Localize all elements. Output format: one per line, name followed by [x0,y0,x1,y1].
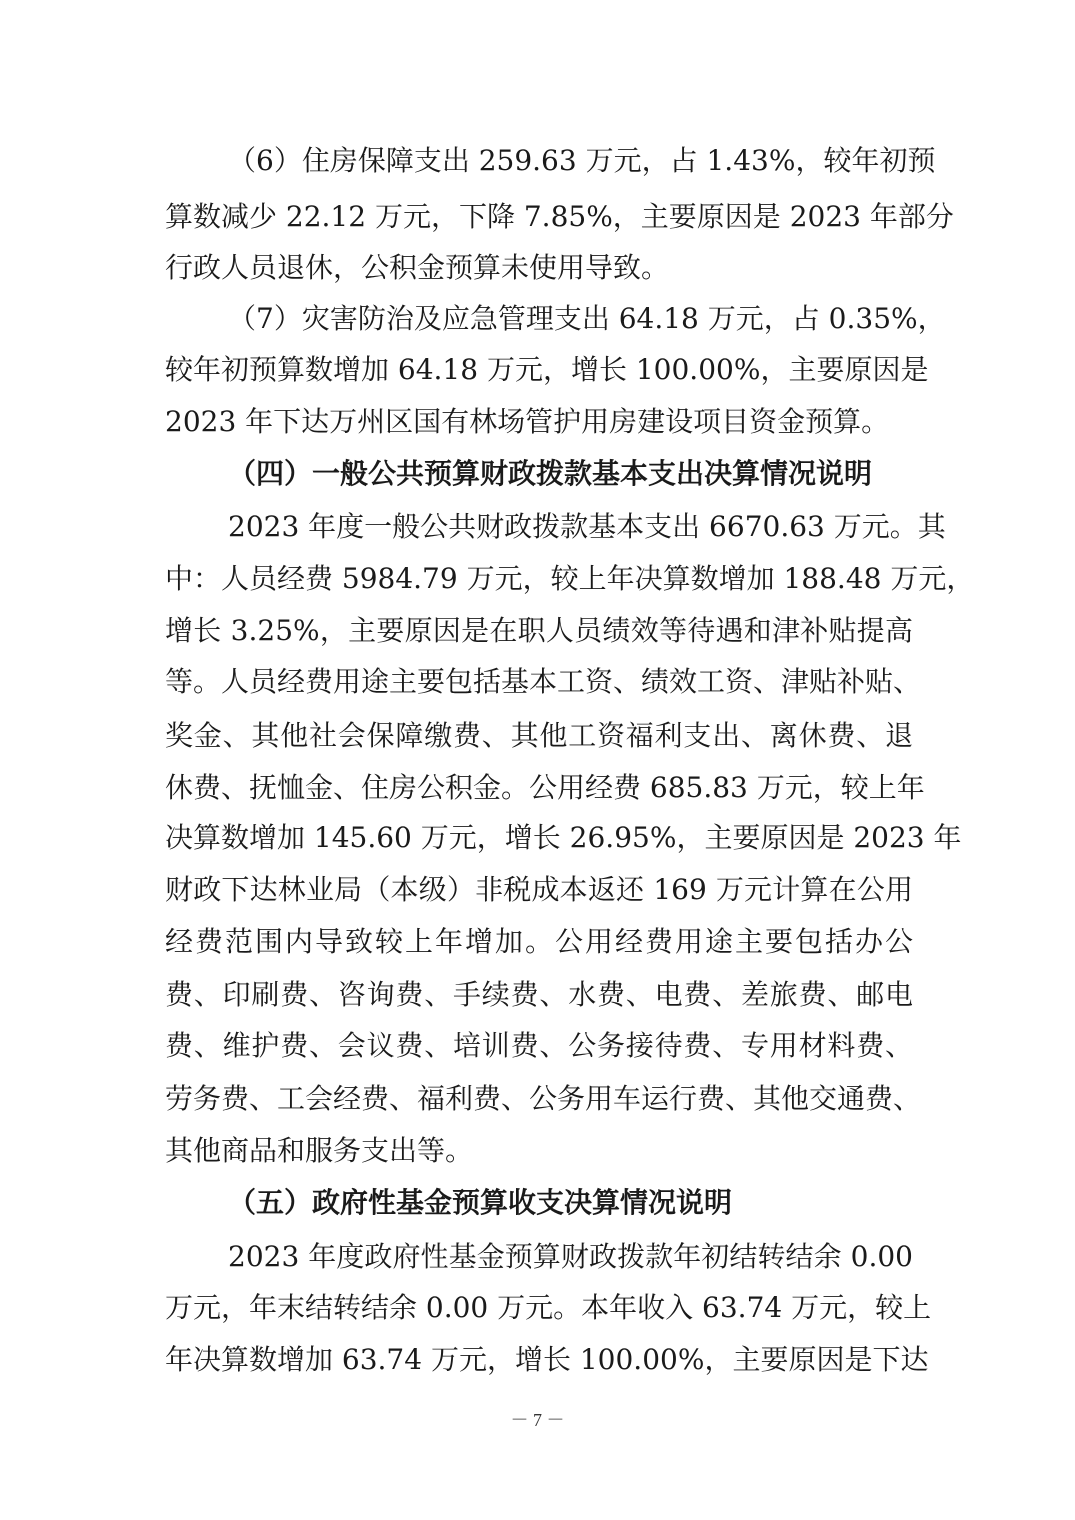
text-line: 奖金、其他社会保障缴费、其他工资福利支出、离休费、退 [165,719,913,752]
text-line: 2023 年度政府性基金预算财政拨款年初结转结余 0.00 [228,1240,913,1273]
text-line: 其他商品和服务支出等。 [165,1134,474,1167]
text-line: 2023 年度一般公共财政拨款基本支出 6670.63 万元。其 [228,510,946,543]
text-line: 经费范围内导致较上年增加。公用经费用途主要包括办公 [165,925,913,958]
text-line: （6）住房保障支出 259.63 万元，占 1.43%，较年初预 [228,144,936,177]
text-line: 增长 3.25%，主要原因是在职人员绩效等待遇和津补贴提高 [165,614,913,647]
text-line: 费、印刷费、咨询费、手续费、水费、电费、差旅费、邮电 [165,978,913,1011]
page-number: － 7 － [510,1410,565,1430]
text-line: 算数减少 22.12 万元，下降 7.85%，主要原因是 2023 年部分 [165,200,954,233]
text-line: 决算数增加 145.60 万元，增长 26.95%，主要原因是 2023 年 [165,821,962,854]
text-line: 等。人员经费用途主要包括基本工资、绩效工资、津贴补贴、 [165,665,922,698]
text-line: 财政下达林业局（本级）非税成本返还 169 万元计算在公用 [165,873,913,906]
text-line: 休费、抚恤金、住房公积金。公用经费 685.83 万元，较上年 [165,771,925,804]
section-heading: （四）一般公共预算财政拨款基本支出决算情况说明 [228,457,873,490]
text-line: 费、维护费、会议费、培训费、公务接待费、专用材料费、 [165,1029,913,1062]
text-line: 2023 年下达万州区国有林场管护用房建设项目资金预算。 [165,405,890,438]
text-line: （7）灾害防治及应急管理支出 64.18 万元，占 0.35%， [228,302,946,335]
text-line: 行政人员退休，公积金预算未使用导致。 [165,251,670,284]
section-heading: （五）政府性基金预算收支决算情况说明 [228,1186,733,1219]
text-line: 万元，年末结转结余 0.00 万元。本年收入 63.74 万元，较上 [165,1291,932,1324]
text-line: 劳务费、工会经费、福利费、公务用车运行费、其他交通费、 [165,1082,922,1115]
text-line: 中：人员经费 5984.79 万元，较上年决算数增加 188.48 万元， [165,562,975,595]
text-line: 年决算数增加 63.74 万元，增长 100.00%，主要原因是下达 [165,1343,929,1376]
text-line: 较年初预算数增加 64.18 万元，增长 100.00%，主要原因是 [165,353,929,386]
